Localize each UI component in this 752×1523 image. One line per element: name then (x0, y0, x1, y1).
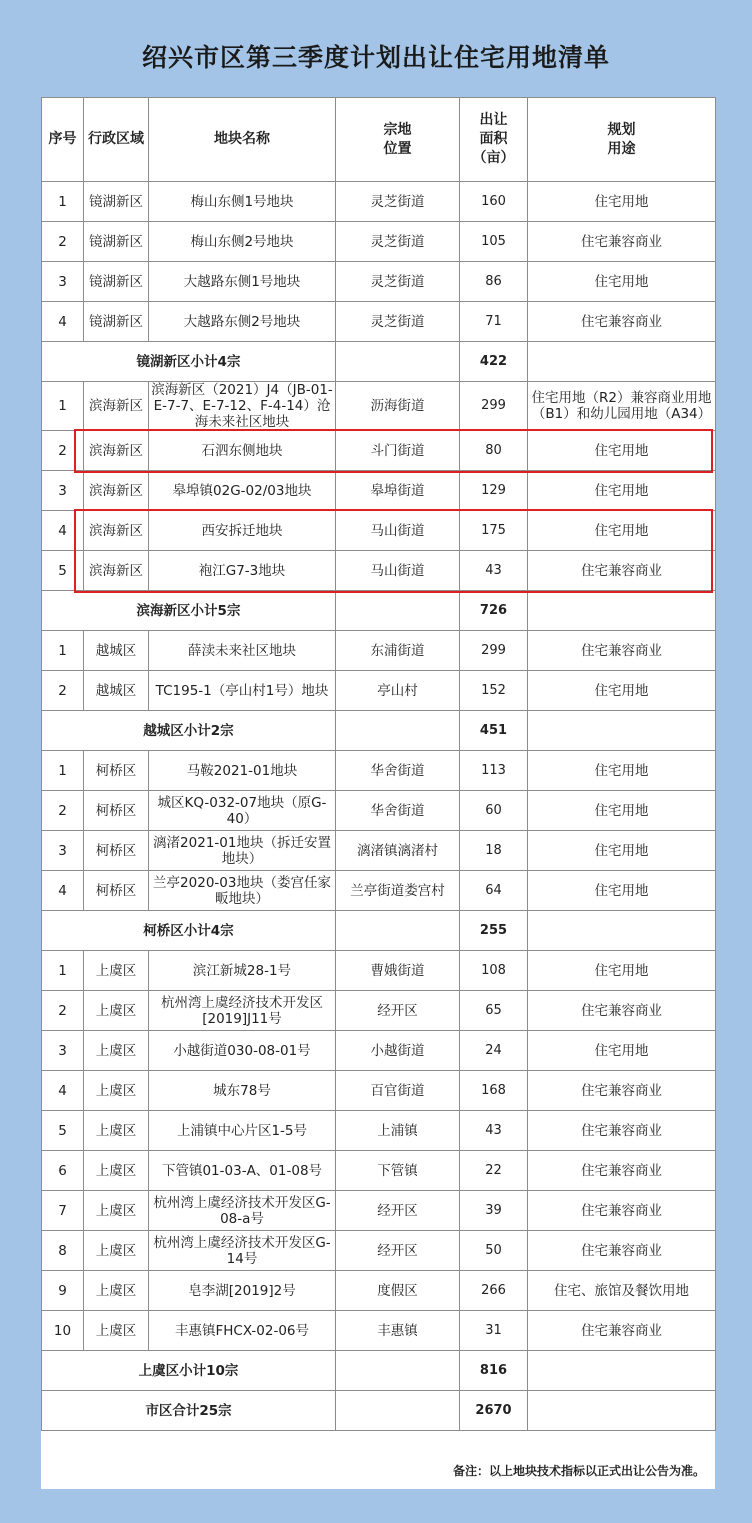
cell-area: 175 (460, 511, 528, 551)
cell-district: 滨海新区 (84, 551, 149, 591)
header-location-line1: 宗地 (383, 121, 412, 138)
cell-seq: 2 (42, 791, 84, 831)
cell-district: 上虞区 (84, 991, 149, 1031)
cell-location: 马山街道 (336, 511, 460, 551)
subtotal-empty-cell (528, 1391, 716, 1431)
cell-district: 滨海新区 (84, 382, 149, 431)
cell-location: 华舍街道 (336, 751, 460, 791)
header-location (336, 98, 460, 182)
cell-planned-use: 住宅用地 (528, 431, 716, 471)
subtotal-empty-cell (528, 911, 716, 951)
cell-parcel-name: 兰亭2020-03地块（娄宫任家畈地块） (149, 871, 336, 911)
land-list-table (41, 97, 716, 1431)
cell-planned-use: 住宅用地 (528, 262, 716, 302)
cell-planned-use: 住宅、旅馆及餐饮用地 (528, 1271, 716, 1311)
cell-location: 东浦街道 (336, 631, 460, 671)
cell-area: 18 (460, 831, 528, 871)
table-row (42, 751, 716, 791)
table-row (42, 671, 716, 711)
cell-area: 105 (460, 222, 528, 262)
cell-planned-use: 住宅兼容商业 (528, 551, 716, 591)
table-row (42, 262, 716, 302)
subtotal-label: 镜湖新区小计4宗 (42, 342, 336, 382)
cell-area: 152 (460, 671, 528, 711)
cell-planned-use: 住宅用地 (528, 1031, 716, 1071)
cell-district: 上虞区 (84, 1031, 149, 1071)
cell-area: 160 (460, 182, 528, 222)
cell-district: 上虞区 (84, 1071, 149, 1111)
cell-area: 266 (460, 1271, 528, 1311)
cell-district: 上虞区 (84, 1151, 149, 1191)
cell-seq: 3 (42, 471, 84, 511)
table-row (42, 1031, 716, 1071)
cell-location: 经开区 (336, 991, 460, 1031)
cell-parcel-name: 大越路东侧2号地块 (149, 302, 336, 342)
cell-location: 亭山村 (336, 671, 460, 711)
table-row (42, 1311, 716, 1351)
subtotal-row (42, 342, 716, 382)
cell-location: 灵芝街道 (336, 262, 460, 302)
table-row (42, 511, 716, 551)
cell-planned-use: 住宅用地 (528, 671, 716, 711)
subtotal-empty-cell (528, 711, 716, 751)
header-area (460, 98, 528, 182)
cell-seq: 5 (42, 1111, 84, 1151)
table-row (42, 182, 716, 222)
header-area-line1: 出让 (479, 112, 508, 128)
cell-location: 上浦镇 (336, 1111, 460, 1151)
cell-planned-use: 住宅用地 (528, 471, 716, 511)
subtotal-empty-cell (528, 342, 716, 382)
cell-area: 39 (460, 1191, 528, 1231)
cell-planned-use: 住宅兼容商业 (528, 631, 716, 671)
cell-area: 299 (460, 382, 528, 431)
cell-location: 漓渚镇漓渚村 (336, 831, 460, 871)
cell-planned-use: 住宅用地 (528, 791, 716, 831)
cell-parcel-name: 城区KQ-032-07地块（原G-40） (149, 791, 336, 831)
cell-district: 镜湖新区 (84, 182, 149, 222)
subtotal-area: 726 (460, 591, 528, 631)
cell-parcel-name: 丰惠镇FHCX-02-06号 (149, 1311, 336, 1351)
cell-parcel-name: 上浦镇中心片区1-5号 (149, 1111, 336, 1151)
table-row (42, 1111, 716, 1151)
cell-area: 80 (460, 431, 528, 471)
table-row (42, 431, 716, 471)
subtotal-label: 越城区小计2宗 (42, 711, 336, 751)
cell-area: 24 (460, 1031, 528, 1071)
cell-planned-use: 住宅兼容商业 (528, 991, 716, 1031)
cell-seq: 2 (42, 991, 84, 1031)
subtotal-label: 柯桥区小计4宗 (42, 911, 336, 951)
cell-seq: 2 (42, 431, 84, 471)
cell-location: 沥海街道 (336, 382, 460, 431)
cell-planned-use: 住宅兼容商业 (528, 1151, 716, 1191)
cell-seq: 1 (42, 751, 84, 791)
cell-area: 71 (460, 302, 528, 342)
subtotal-label: 上虞区小计10宗 (42, 1351, 336, 1391)
table-row (42, 1231, 716, 1271)
cell-planned-use: 住宅用地 (528, 831, 716, 871)
cell-seq: 3 (42, 1031, 84, 1071)
subtotal-row (42, 911, 716, 951)
table-row (42, 631, 716, 671)
header-use-line2: 用途 (607, 140, 636, 157)
cell-planned-use: 住宅兼容商业 (528, 1191, 716, 1231)
header-row (42, 98, 716, 182)
cell-seq: 1 (42, 951, 84, 991)
cell-parcel-name: 马鞍2021-01地块 (149, 751, 336, 791)
cell-district: 滨海新区 (84, 471, 149, 511)
table-row (42, 951, 716, 991)
cell-planned-use: 住宅用地 (528, 182, 716, 222)
table-row (42, 1271, 716, 1311)
cell-location: 华舍街道 (336, 791, 460, 831)
cell-parcel-name: 滨海新区（2021）J4（JB-01-E-7-7、E-7-12、F-4-14）沧海未来社区地块 (149, 382, 336, 431)
cell-seq: 4 (42, 302, 84, 342)
cell-location: 度假区 (336, 1271, 460, 1311)
cell-seq: 9 (42, 1271, 84, 1311)
cell-seq: 5 (42, 551, 84, 591)
cell-location: 兰亭街道娄宫村 (336, 871, 460, 911)
header-seq: 序号 (42, 98, 84, 182)
header-area-line2: 面积 (479, 131, 508, 147)
table-row (42, 222, 716, 262)
page-title: 绍兴市区第三季度计划出让住宅用地清单 (141, 43, 610, 72)
cell-planned-use: 住宅兼容商业 (528, 222, 716, 262)
cell-location: 经开区 (336, 1231, 460, 1271)
cell-seq: 1 (42, 182, 84, 222)
table-row (42, 791, 716, 831)
cell-district: 上虞区 (84, 1111, 149, 1151)
cell-district: 越城区 (84, 631, 149, 671)
subtotal-row (42, 1391, 716, 1431)
cell-parcel-name: 漓渚2021-01地块（拆迁安置地块） (149, 831, 336, 871)
cell-district: 柯桥区 (84, 831, 149, 871)
subtotal-row (42, 1351, 716, 1391)
table-row (42, 1151, 716, 1191)
table-row (42, 1071, 716, 1111)
cell-planned-use: 住宅兼容商业 (528, 302, 716, 342)
cell-planned-use: 住宅兼容商业 (528, 1231, 716, 1271)
cell-district: 上虞区 (84, 951, 149, 991)
cell-district: 上虞区 (84, 1311, 149, 1351)
subtotal-label: 市区合计25宗 (42, 1391, 336, 1431)
cell-district: 上虞区 (84, 1191, 149, 1231)
cell-parcel-name: TC195-1（亭山村1号）地块 (149, 671, 336, 711)
cell-location: 百官街道 (336, 1071, 460, 1111)
cell-location: 曹娥街道 (336, 951, 460, 991)
cell-seq: 8 (42, 1231, 84, 1271)
cell-seq: 2 (42, 671, 84, 711)
cell-planned-use: 住宅用地 (528, 751, 716, 791)
cell-district: 柯桥区 (84, 791, 149, 831)
cell-seq: 3 (42, 831, 84, 871)
cell-planned-use: 住宅兼容商业 (528, 1311, 716, 1351)
cell-parcel-name: 滨江新城28-1号 (149, 951, 336, 991)
subtotal-label: 滨海新区小计5宗 (42, 591, 336, 631)
subtotal-area: 451 (460, 711, 528, 751)
cell-seq: 7 (42, 1191, 84, 1231)
cell-area: 43 (460, 1111, 528, 1151)
cell-planned-use: 住宅兼容商业 (528, 1111, 716, 1151)
subtotal-empty-cell (336, 591, 460, 631)
cell-location: 丰惠镇 (336, 1311, 460, 1351)
cell-parcel-name: 梅山东侧1号地块 (149, 182, 336, 222)
cell-parcel-name: 西安拆迁地块 (149, 511, 336, 551)
cell-seq: 1 (42, 382, 84, 431)
header-location-line2: 位置 (383, 140, 412, 157)
cell-parcel-name: 下管镇01-03-A、01-08号 (149, 1151, 336, 1191)
footnote: 备注：以上地块技术指标以正式出让公告为准。 (452, 1464, 705, 1478)
table-row (42, 302, 716, 342)
cell-planned-use: 住宅用地 (528, 511, 716, 551)
cell-area: 108 (460, 951, 528, 991)
cell-planned-use: 住宅用地 (528, 951, 716, 991)
cell-area: 22 (460, 1151, 528, 1191)
cell-district: 柯桥区 (84, 871, 149, 911)
cell-location: 小越街道 (336, 1031, 460, 1071)
cell-parcel-name: 杭州湾上虞经济技术开发区G-08-a号 (149, 1191, 336, 1231)
subtotal-empty-cell (336, 1391, 460, 1431)
subtotal-empty-cell (336, 711, 460, 751)
cell-parcel-name: 杭州湾上虞经济技术开发区G-14号 (149, 1231, 336, 1271)
header-district: 行政区域 (84, 98, 149, 182)
cell-district: 镜湖新区 (84, 222, 149, 262)
cell-location: 皋埠街道 (336, 471, 460, 511)
cell-seq: 3 (42, 262, 84, 302)
subtotal-empty-cell (336, 1351, 460, 1391)
cell-district: 镜湖新区 (84, 302, 149, 342)
cell-area: 168 (460, 1071, 528, 1111)
cell-area: 299 (460, 631, 528, 671)
subtotal-empty-cell (336, 342, 460, 382)
header-area-line3: （亩） (472, 150, 515, 166)
cell-seq: 4 (42, 1071, 84, 1111)
cell-parcel-name: 杭州湾上虞经济技术开发区[2019]J11号 (149, 991, 336, 1031)
cell-district: 柯桥区 (84, 751, 149, 791)
cell-seq: 6 (42, 1151, 84, 1191)
cell-area: 65 (460, 991, 528, 1031)
subtotal-empty-cell (528, 1351, 716, 1391)
header-name: 地块名称 (149, 98, 336, 182)
subtotal-area: 2670 (460, 1391, 528, 1431)
cell-parcel-name: 袍江G7-3地块 (149, 551, 336, 591)
cell-district: 上虞区 (84, 1231, 149, 1271)
header-use (528, 98, 716, 182)
cell-area: 60 (460, 791, 528, 831)
cell-planned-use: 住宅用地（R2）兼容商业用地（B1）和幼儿园用地（A34） (528, 382, 716, 431)
cell-seq: 4 (42, 871, 84, 911)
cell-area: 64 (460, 871, 528, 911)
subtotal-row (42, 711, 716, 751)
cell-parcel-name: 石泗东侧地块 (149, 431, 336, 471)
subtotal-area: 422 (460, 342, 528, 382)
cell-parcel-name: 薛渎未来社区地块 (149, 631, 336, 671)
cell-district: 滨海新区 (84, 431, 149, 471)
cell-area: 50 (460, 1231, 528, 1271)
cell-area: 129 (460, 471, 528, 511)
cell-location: 灵芝街道 (336, 302, 460, 342)
subtotal-area: 255 (460, 911, 528, 951)
table-row (42, 831, 716, 871)
subtotal-row (42, 591, 716, 631)
cell-parcel-name: 大越路东侧1号地块 (149, 262, 336, 302)
subtotal-area: 816 (460, 1351, 528, 1391)
cell-district: 越城区 (84, 671, 149, 711)
cell-location: 灵芝街道 (336, 222, 460, 262)
cell-area: 31 (460, 1311, 528, 1351)
cell-seq: 1 (42, 631, 84, 671)
subtotal-empty-cell (528, 591, 716, 631)
cell-location: 灵芝街道 (336, 182, 460, 222)
cell-district: 上虞区 (84, 1271, 149, 1311)
cell-area: 43 (460, 551, 528, 591)
table-row (42, 382, 716, 431)
subtotal-empty-cell (336, 911, 460, 951)
cell-parcel-name: 皂李湖[2019]2号 (149, 1271, 336, 1311)
cell-district: 镜湖新区 (84, 262, 149, 302)
table-row (42, 471, 716, 511)
table-row (42, 1191, 716, 1231)
cell-seq: 2 (42, 222, 84, 262)
cell-planned-use: 住宅用地 (528, 871, 716, 911)
table-body (42, 182, 716, 1431)
table-row (42, 551, 716, 591)
cell-parcel-name: 梅山东侧2号地块 (149, 222, 336, 262)
cell-seq: 10 (42, 1311, 84, 1351)
cell-parcel-name: 小越街道030-08-01号 (149, 1031, 336, 1071)
cell-area: 113 (460, 751, 528, 791)
header-use-line1: 规划 (607, 121, 636, 138)
cell-location: 马山街道 (336, 551, 460, 591)
cell-district: 滨海新区 (84, 511, 149, 551)
cell-location: 斗门街道 (336, 431, 460, 471)
cell-planned-use: 住宅兼容商业 (528, 1071, 716, 1111)
cell-area: 86 (460, 262, 528, 302)
cell-location: 下管镇 (336, 1151, 460, 1191)
table-row (42, 871, 716, 911)
cell-parcel-name: 皋埠镇02G-02/03地块 (149, 471, 336, 511)
cell-location: 经开区 (336, 1191, 460, 1231)
table-row (42, 991, 716, 1031)
cell-seq: 4 (42, 511, 84, 551)
cell-parcel-name: 城东78号 (149, 1071, 336, 1111)
